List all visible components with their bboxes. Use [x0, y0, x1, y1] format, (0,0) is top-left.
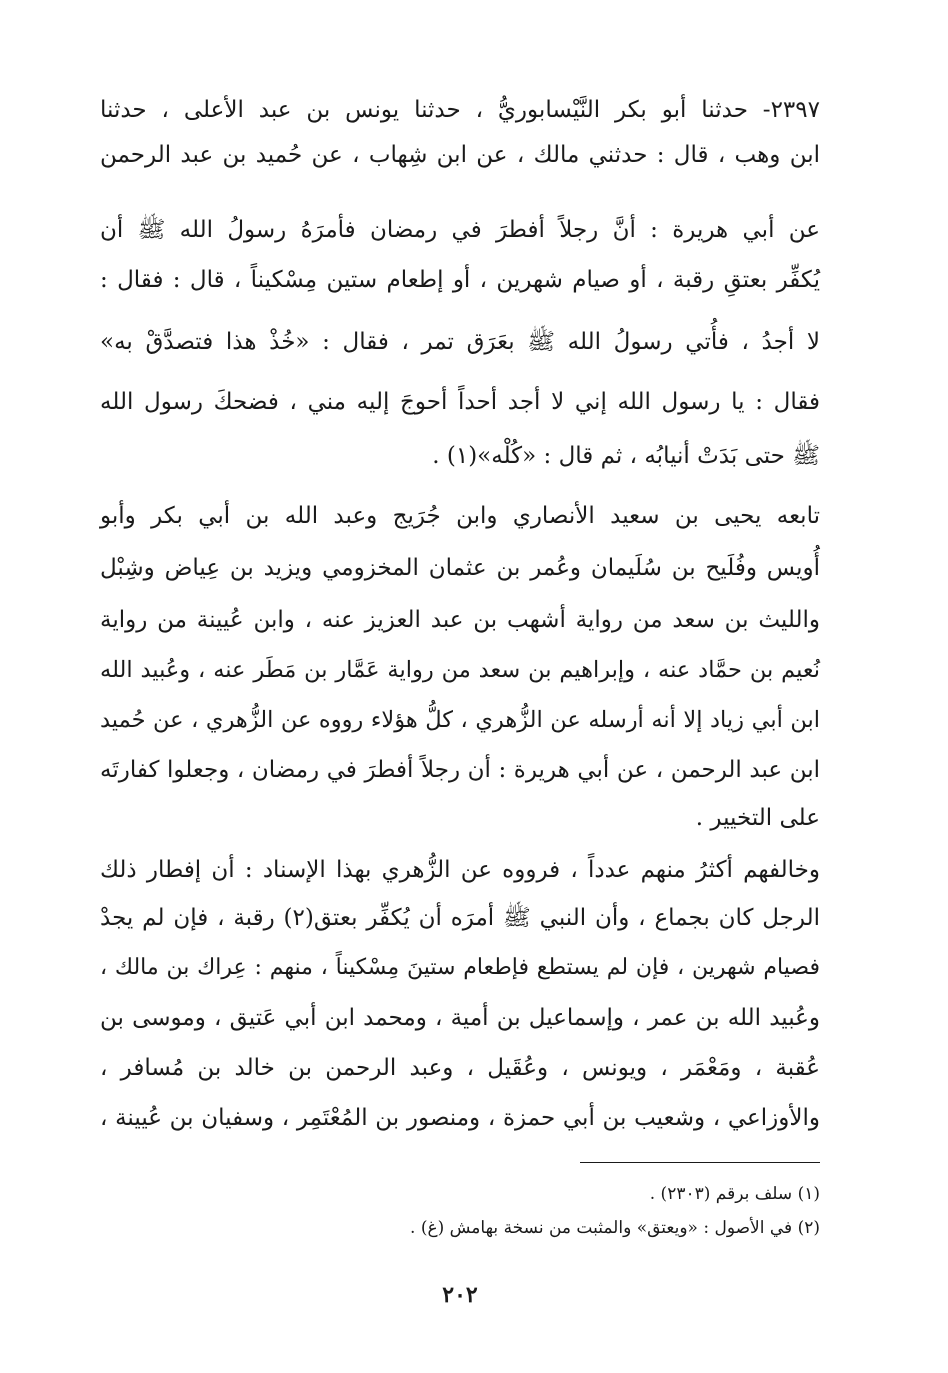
- text-line: على التخيير .: [695, 805, 820, 831]
- footnote-divider: [580, 1162, 820, 1163]
- text-line: وعُبيد الله بن عمر ، وإسماعيل بن أمية ، ومحمد ابن أبي عَتيق ، وموسى بن: [100, 1005, 820, 1031]
- text-line: والليث بن سعد من رواية أشهب بن عبد العزيز عنه ، وابن عُيينة من رواية: [100, 607, 820, 633]
- text-line: فقال : يا رسول الله إني لا أجد أحداً أحوجَ إليه مني ، فضحكَ رسول الله: [100, 389, 820, 415]
- text-line: والأوزاعي ، وشعيب بن أبي حمزة ، ومنصور بن المُعْتَمِر ، وسفيان بن عُيينة ،: [100, 1105, 820, 1131]
- text-line: الرجل كان بجماع ، وأن النبي ﷺ أمرَه أن يُكفِّر بعتق(٢) رقبة ، فإن لم يجدْ: [100, 905, 820, 931]
- page: [100, 90, 820, 1350]
- text-line: يُكفِّر بعتقِ رقبة ، أو صيام شهرين ، أو إطعام ستين مِسْكيناً ، قال : فقال :: [100, 267, 820, 293]
- text-line: فصيام شهرين ، فإن لم يستطع فإطعام ستينَ مِسْكيناً ، منهم : عِراك بن مالك ،: [100, 955, 820, 980]
- text-line: لا أجدُ ، فأُتي رسولُ الله ﷺ بعَرَق تمر ، فقال : «خُذْ هذا فتصدَّقْ به»: [100, 329, 820, 355]
- text-line: ابن وهب ، قال : حدثني مالك ، عن ابن شِهاب ، عن حُميد بن عبد الرحمن: [100, 142, 820, 168]
- text-line: ابن أبي زياد إلا أنه أرسله عن الزُّهري ، كلُّ هؤلاء رووه عن الزُّهري ، عن حُميد: [100, 707, 820, 733]
- footnote-1: (١) سلف برقم (٢٣٠٣) .: [649, 1184, 820, 1204]
- page-number: ٢٠٢: [442, 1282, 478, 1308]
- text-line: نُعيم بن حمَّاد عنه ، وإبراهيم بن سعد من رواية عَمَّار بن مَطَر عنه ، وعُبيد الله: [100, 657, 820, 683]
- text-line: وخالفهم أكثرُ منهم عدداً ، فرووه عن الزُّهري بهذا الإسناد : أن إفطار ذلك: [100, 857, 820, 883]
- text-line: ٢٣٩٧- حدثنا أبو بكر النَّيْسابوريُّ ، حدثنا يونس بن عبد الأعلى ، حدثنا: [100, 97, 820, 123]
- text-line: عُقبة ، ومَعْمَر ، ويونس ، وعُقَيل ، وعبد الرحمن بن خالد بن مُسافر ،: [100, 1055, 820, 1081]
- text-line: أُويس وفُلَيح بن سُلَيمان وعُمر بن عثمان المخزومي ويزيد بن عِياض وشِبْل: [100, 555, 820, 581]
- text-line: عن أبي هريرة : أنَّ رجلاً أفطرَ في رمضان فأمرَهُ رسولُ الله ﷺ أن: [100, 217, 820, 243]
- text-line: ﷺ حتى بَدَتْ أنيابُه ، ثم قال : «كُلْه»(١) .: [432, 443, 820, 469]
- text-line: تابعه يحيى بن سعيد الأنصاري وابن جُرَيج وعبد الله بن أبي بكر وأبو: [100, 503, 820, 529]
- text-line: ابن عبد الرحمن ، عن أبي هريرة : أن رجلاً أفطرَ في رمضان ، وجعلوا كفارتَه: [100, 757, 820, 783]
- footnote-2: (٢) في الأصول : «ويعتق» والمثبت من نسخة بهامش (غ) .: [410, 1218, 820, 1238]
